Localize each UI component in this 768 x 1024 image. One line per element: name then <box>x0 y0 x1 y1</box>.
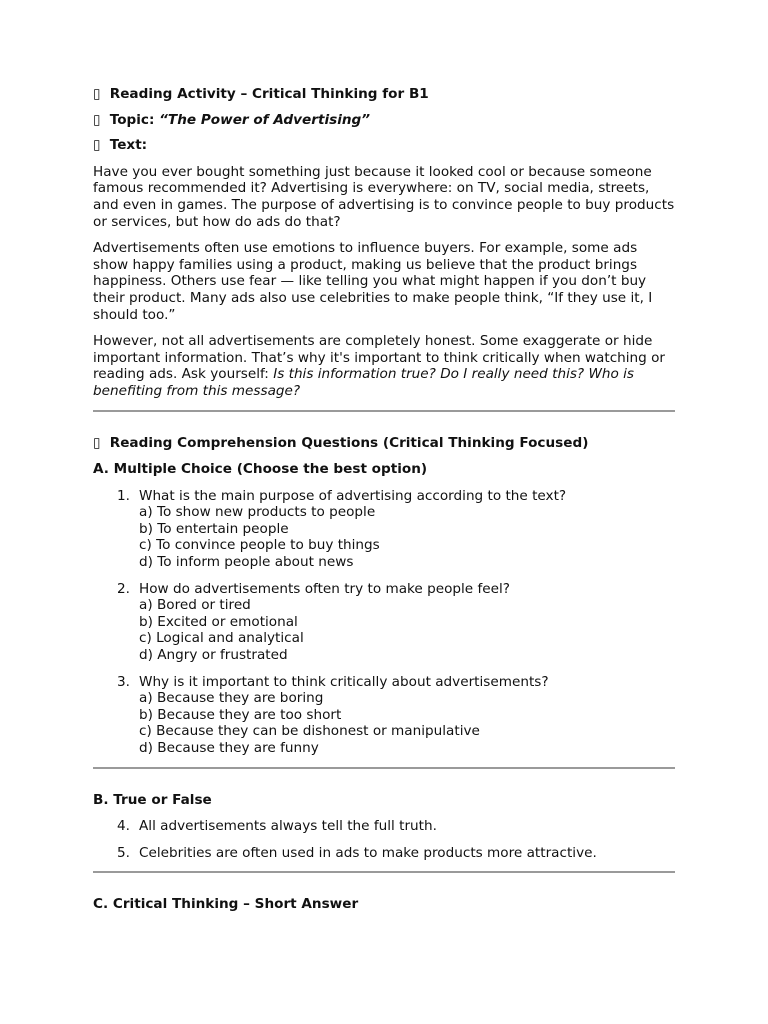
answer-option: a) Because they are boring <box>139 690 324 707</box>
paragraph-3 <box>93 333 675 399</box>
answer-option: b) Because they are too short <box>139 706 342 723</box>
question-number: 2. <box>117 580 130 597</box>
answer-option: d) Angry or frustrated <box>139 647 288 664</box>
questions-heading <box>93 435 675 452</box>
paragraph-3-text: However, not all advertisements are completely honest. Some exaggerate or hide important information. That’s why it's important to think critically when watching or reading ads. Ask yourself: <box>93 333 666 383</box>
answer-option: d) To inform people about news <box>139 554 354 571</box>
paragraph-1: Have you ever bought something just because it looked cool or because someone famous recommended it? Advertising is everywhere: on TV, social media, streets, and even in games. The purpose of advertising is to convince people to buy products or services, but how do ads do that? <box>93 163 675 230</box>
answer-option: a) Bored or tired <box>139 597 251 614</box>
section-c-title: C. Critical Thinking – Short Answer <box>93 896 359 913</box>
question-text: Why is it important to think critically about advertisements? <box>139 673 549 690</box>
section-a-title: A. Multiple Choice (Choose the best option) <box>93 461 428 478</box>
question-number: 4. <box>117 818 130 835</box>
square-icon: ▯ <box>93 434 101 451</box>
question-number: 1. <box>117 487 130 504</box>
question-text: How do advertisements often try to make people feel? <box>139 580 511 597</box>
question-text: Celebrities are often used in ads to make products more attractive. <box>139 844 597 861</box>
answer-option: a) To show new products to people <box>139 504 376 521</box>
activity-title <box>93 86 675 103</box>
question-text: What is the main purpose of advertising according to the text? <box>139 487 567 504</box>
multiple-choice-list <box>93 488 675 757</box>
question-item <box>93 845 675 862</box>
answer-option: b) Excited or emotional <box>139 613 298 630</box>
question-text: All advertisements always tell the full truth. <box>139 818 437 835</box>
question-number: 3. <box>117 673 130 690</box>
divider <box>93 871 675 873</box>
divider <box>93 767 675 769</box>
paragraph-3-questions: Is this information true? Do I really need this? Who is benefiting from this message? <box>93 366 635 399</box>
answer-option: c) Logical and analytical <box>139 630 304 647</box>
topic-label: Topic: <box>109 111 155 128</box>
section-b-title: B. True or False <box>93 791 212 808</box>
document-page <box>93 86 675 913</box>
question-item <box>93 674 675 757</box>
square-icon: ▯ <box>93 86 101 102</box>
divider <box>93 410 675 412</box>
answer-option: c) To convince people to buy things <box>139 537 380 554</box>
question-item <box>93 581 675 664</box>
square-icon: ▯ <box>93 111 101 128</box>
text-label-line <box>93 137 675 154</box>
questions-heading-text: Reading Comprehension Questions (Critical Thinking Focused) <box>109 434 589 451</box>
topic-line <box>93 112 675 129</box>
true-false-list <box>93 818 675 861</box>
question-number: 5. <box>117 844 130 861</box>
answer-option: b) To entertain people <box>139 520 289 537</box>
paragraph-2: Advertisements often use emotions to influence buyers. For example, some ads show happy families using a product, making us believe that the product brings happiness. Others use fear — like telling you what might happen if you don’t buy their product. Many ads also use celebrities to make people think, “If they use it, I should too.” <box>93 240 653 323</box>
square-icon: ▯ <box>93 137 101 154</box>
answer-option: d) Because they are funny <box>139 740 319 756</box>
answer-option: c) Because they can be dishonest or manipulative <box>139 723 480 740</box>
question-item <box>93 818 675 835</box>
activity-title-text: Reading Activity – Critical Thinking for B1 <box>109 86 429 102</box>
question-item <box>93 488 675 571</box>
text-label: Text: <box>109 137 148 154</box>
topic-value: “The Power of Advertising” <box>159 111 371 128</box>
